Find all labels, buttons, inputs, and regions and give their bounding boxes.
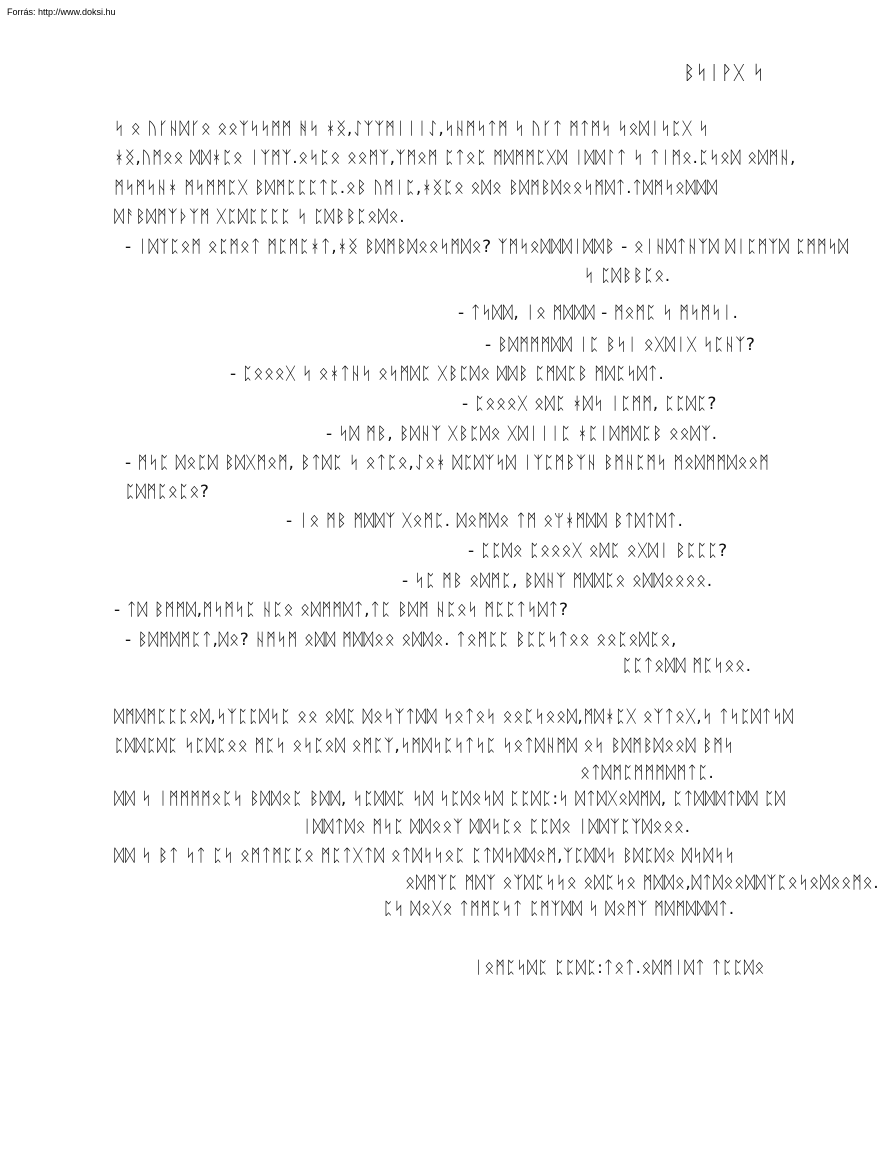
text-line: - ᛁᛟ ᛗᛒ ᛗᛞᛞᛉ ᚷᛟᛗᛈ. ᛞᛟᛗᛞᛟ ᛏᛗ ᛟᛘᚼᛗᛞᛞ ᛒᛏᛞᛏᛞᛏ. [286, 511, 684, 531]
signature-line: ᛁᛟᛗᛈᛋᛞᛈ ᛈᛈᛞᛈ:ᛏᛟᛏ.ᛟᛞᛗᛁᛞᛏ ᛏᛈᛈᛞᛟ [473, 958, 765, 978]
text-line: - ᛗᛋᛈ ᛞᛟᛈᛞ ᛒᛞᚷᛗᛟᛗ, ᛒᛏᛞᛈ ᛋ ᛟᛏᛈᛟ,ᛇᛟᚼ ᛞᛈᛞᛉᛋᛞ ᛁᛉᛈᛗᛒᛉᚺ ᛒᛗᚺᛈᛗᛋ ᛗᛟᛞᛗᛗᛞᛟᛟᛗ [125, 453, 770, 473]
text-line: ᛈᛞᛞᛈᛞᛈ ᛋᛈᛞᛈᛟᛟ ᛗᛈᛋ ᛟᛋᛈᛟᛞ ᛟᛗᛈᛉ,ᛋᛗᛞᛋᛈᛋᛏᛋᛈ ᛋᛟᛏᛞᚺᛗᛞ ᛟᛋ ᛒᛞᛗᛒᛞᛟᛟᛞ ᛒᛗᛋ [114, 736, 735, 756]
text-line: ᛈᛈᛏᛟᛞᛞ ᛗᛈᛋᛟᛟ. [622, 656, 752, 676]
text-line: - ᛋᛞ ᛗᛒ, ᛒᛞᚺᛉ ᚷᛒᛈᛞᛟ ᚷᛞᛁᛁᛁᛈ ᚼᛈᛁᛞᛗᛞᛈᛒ ᛟᛟᛞᛉ. [326, 424, 718, 444]
text-line: ᛞᚨᛒᛞᛗᛉᚦᛉᛗ ᚷᛈᛞᛈᛈᛈᛈ ᛋ ᛈᛞᛒᛒᛈᛟᛞᛟ. [114, 207, 406, 227]
text-line: - ᛈᛟᛟᛟᚷ ᛟᛞᛈ ᚼᛞᛋ ᛁᛈᛗᛗ, ᛈᛈᛞᛈ? [462, 394, 717, 414]
page-title: ᛒᛋᛁᚹᚷ ᛋ [683, 62, 765, 84]
text-line: ᛁᛞᛞᛏᛞᛟ ᛗᛋᛈ ᛞᛞᛟᛟᛉ ᛞᛞᛋᛈᛟ ᛈᛈᛞᛟ ᛁᛞᛞᛉᛈᛉᛞᛟᛟᛟ. [302, 817, 691, 837]
text-line: ᛋ ᛟ ᚢᚴᚺᛞᚴᛟ ᛟᛟᛉᛋᛋᛗᛗ ᚻᛋ ᚼᛝ,ᛇᛉᛉᛗᛁᛁᛁᛇ,ᛋᚺᛗᛋᛏᛗ ᛋ ᚢᚴᛏ ᛗᛏᛗᛋ ᛋᛟᛞᛁᛋᛈᚷ ᛋ [114, 119, 710, 139]
text-line: ᛞᛞ ᛋ ᛒᛏ ᛋᛏ ᛈᛋ ᛟᛗᛏᛗᛈᛈᛟ ᛗᛈᛏᚷᛏᛞ ᛟᛏᛞᛋᛋᛟᛈ ᛈᛏᛞᛋᛞᛞᛟᛗ,ᛉᛈᛞᛞᛋ ᛒᛞᛈᛞᛟ ᛞᛋᛞᛋᛋ [114, 846, 736, 866]
text-line: ᛞᛗᛞᛗᛈᛈᛈᛟᛞ,ᛋᛉᛈᛈᛞᛋᛈ ᛟᛟ ᛟᛞᛈ ᛞᛟᛋᛉᛏᛞᛞ ᛋᛟᛏᛟᛋ ᛟᛟᛈᛋᛟᛟᛞ,ᛗᛞᚼᛈᚷ ᛟᛉᛏᛟᚷ,ᛋ ᛏᛋᛈᛞᛏᛋᛞ [114, 707, 794, 727]
text-line: ᛗᛋᛗᛋᚺᚼ ᛗᛋᛗᛗᛈᚷ ᛒᛞᛗᛈᛈᛈᛏᛈ.ᛟᛒ ᚢᛗᛁᛈ,ᚼᛝᛈᛟ ᛟᛞᛟ ᛒᛞᛗᛒᛞᛟᛟᛋᛗᛞᛏ.ᛏᛞᛗᛋᛟᛞᛞᛞ [114, 178, 718, 198]
text-line: - ᛁᛞᛉᛈᛟᛗ ᛟᛈᛗᛟᛏ ᛗᛈᛗᛈᚼᛏ,ᚼᛝ ᛒᛞᛗᛒᛞᛟᛟᛋᛗᛞᛟ? ᛉᛗᛋᛟᛞᛞᛞᛁᛞᛞᛒ - ᛟᛁᚺᛞᛏᚺᛉᛞ ᛞᛁᛈᛗᛉᛞ ᛈᛗᛗᛋᛞ [125, 237, 849, 257]
text-line: - ᛈᛟᛟᛟᚷ ᛋ ᛟᚼᛏᚺᛋ ᛟᛋᛗᛞᛈ ᚷᛒᛈᛞᛟ ᛞᛞᛒ ᛈᛗᛞᛈᛒ ᛗᛞᛈᛋᛞᛏ. [230, 364, 665, 384]
text-line: - ᛏᛋᛞᛞ, ᛁᛟ ᛗᛞᛞᛞ - ᛗᛟᛗᛈ ᛋ ᛗᛋᛗᛋᛁ. [458, 303, 739, 323]
text-line: ᛋ ᛈᛞᛒᛒᛈᛟ. [584, 266, 671, 286]
text-line: ᛞᛞ ᛋ ᛁᛗᛗᛗᛗᛟᛈᛋ ᛒᛞᛞᛟᛈ ᛒᛞᛞ, ᛋᛈᛞᛞᛈ ᛋᛞ ᛋᛈᛞᛟᛋᛞ ᛈᛈᛞᛈ:ᛋ ᛞᛏᛞᚷᛟᛞᛗᛞ, ᛈᛏᛞᛞᛞᛏᛞᛞ ᛈᛞ [114, 789, 786, 809]
text-line: - ᛒᛞᛗᛗᛗᛞᛞ ᛁᛈ ᛒᛋᛁ ᛟᚷᛞᛁᚷ ᛋᛈᚺᛉ? [485, 335, 756, 355]
text-line: ᛟᛏᛞᛗᛈᛗᛗᛗᛞᛗᛏᛈ. [580, 763, 715, 783]
text-line: - ᛈᛈᛞᛟ ᛈᛟᛟᛟᚷ ᛟᛞᛈ ᛟᚷᛞᛁ ᛒᛈᛈᛈ? [468, 541, 728, 561]
text-line: ᚼᛝ,ᚢᛗᛟᛟ ᛞᛞᚼᛈᛟ ᛁᛉᛗᛉ.ᛟᛋᛈᛟ ᛟᛟᛗᛉ,ᛉᛗᛟᛗ ᛈᛏᛟᛈ ᛗᛞᛗᛗᛈᚷᛞ ᛁᛞᛞᛚᛏ ᛋ ᛏᛁᛗᛟ.ᛈᛋᛟᛞ ᛟᛞᛗᚺ, [114, 148, 796, 168]
text-line: - ᛋᛈ ᛗᛒ ᛟᛞᛗᛈ, ᛒᛞᚺᛉ ᛗᛞᛞᛈᛟ ᛟᛞᛞᛟᛟᛟᛟ. [402, 571, 713, 591]
text-line: ᛟᛞᛗᛉᛈ ᛗᛞᛉ ᛟᛉᛞᛈᛋᛋᛟ ᛟᛞᛈᛋᛟ ᛗᛞᛞᛟ,ᛞᛏᛞᛟᛟᛞᛞᛉᛈᛟᛋᛟᛞᛟᛟᛗᛟ. [405, 873, 879, 893]
text-line: - ᛒᛞᛗᛞᛗᛈᛏ,ᛞᛟ? ᚺᛗᛋᛗ ᛟᛞᛞ ᛗᛞᛞᛟᛟ ᛟᛞᛞᛟ. ᛏᛟᛗᛈᛈ ᛒᛈᛈᛋᛏᛟᛟ ᛟᛟᛈᛟᛞᛈᛟ, [125, 630, 677, 650]
text-line: ᛈᛋ ᛞᛟᚷᛟ ᛏᛗᛗᛈᛋᛏ ᛈᛗᛉᛞᛞ ᛋ ᛞᛟᛗᛉ ᛗᛞᛗᛞᛞᛞᛏ. [383, 899, 735, 919]
text-line: - ᛏᛞ ᛒᛗᛗᛞ,ᛗᛋᛗᛋᛈ ᚺᛈᛟ ᛟᛞᛗᛗᛞᛏ,ᛏᛈ ᛒᛞᛗ ᚺᛈᛟᛋ ᛗᛈᛈᛏᛋᛞᛏ? [114, 600, 569, 620]
source-credit: Forrás: http://www.doksi.hu [7, 7, 116, 17]
text-line: ᛈᛞᛗᛈᛟᛈᛟ? [125, 482, 210, 502]
